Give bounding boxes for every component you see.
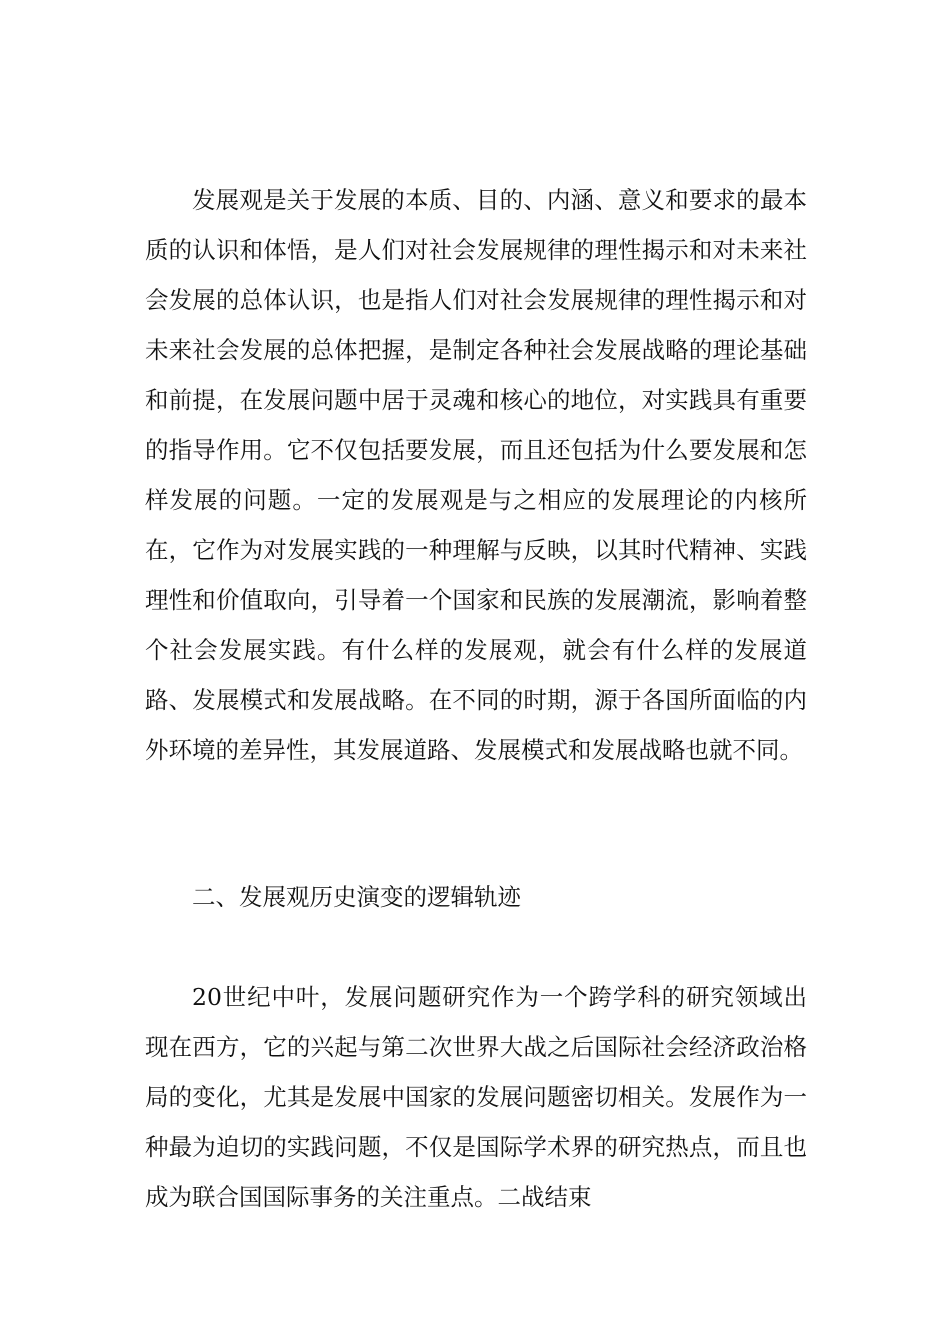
body-paragraph-history: 20世纪中叶，发展问题研究作为一个跨学科的研究领域出现在西方，它的兴起与第二次世界大战之后国际社会经济政治格局的变化，尤其是发展中国家的发展问题密切相关。发展作为一种最为迫切的实践问题，不仅是国际学术界的研究热点，而且也成为联合国国际事务的关注重点。二战结束 xyxy=(145,983,807,1211)
body-paragraph-development-concept: 发展观是关于发展的本质、目的、内涵、意义和要求的最本质的认识和体悟，是人们对社会发展规律的理性揭示和对未来社会发展的总体认识，也是指人们对社会发展规律的理性揭示和对未来社会发展的总体把握，是制定各种社会发展战略的理论基础和前提，在发展问题中居于灵魂和核心的地位，对实践具有重要的指导作用。它不仅包括要发展，而且还包括为什么要发展和怎样发展的问题。一定的发展观是与之相应的发展理论的内核所在，它作为对发展实践的一种理解与反映，以其时代精神、实践理性和价值取向，引导着一个国家和民族的发展潮流，影响着整个社会发展实践。有什么样的发展观，就会有什么样的发展道路、发展模式和发展战略。在不同的时期，源于各国所面临的内外环境的差异性，其发展道路、发展模式和发展战略也就不同。 xyxy=(145,186,807,764)
section-heading: 二、发展观历史演变的逻辑轨迹 xyxy=(192,883,521,911)
